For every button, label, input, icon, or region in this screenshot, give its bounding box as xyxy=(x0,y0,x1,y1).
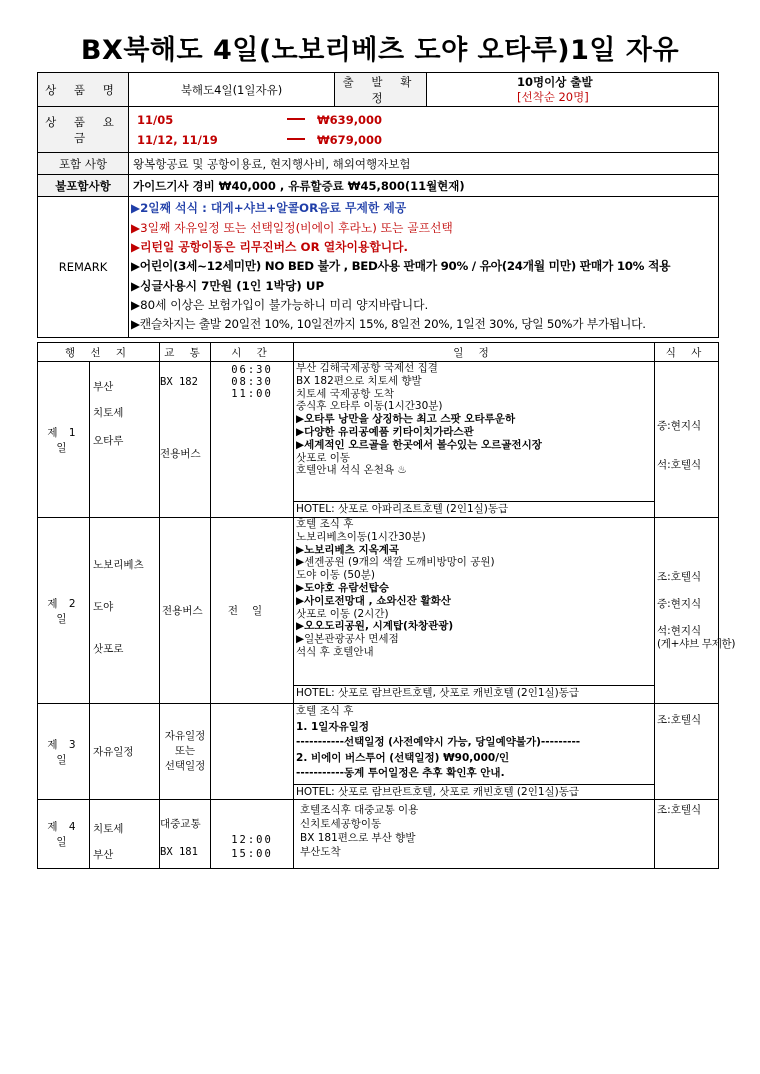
transport: BX 181 xyxy=(160,846,198,858)
itinerary-line: 호텔조식후 대중교통 이용 xyxy=(300,804,419,816)
itinerary-line: ▶도야호 유람선탑승 xyxy=(296,581,389,594)
day-times xyxy=(211,800,294,869)
itinerary-line: 중식후 오타루 이동(1시간30분) xyxy=(296,400,443,413)
included-label: 포함 사항 xyxy=(38,153,129,175)
remark-item: ▶3일째 자유일정 또는 선택일정(비에이 후라노) 또는 골프선택 xyxy=(131,220,453,235)
remark-item: ▶2일째 석식 : 대게+샤브+알콜OR음료 무제한 제공 xyxy=(131,201,407,216)
day-transport xyxy=(160,362,211,518)
itinerary-line: 삿포로 이동 (2시간) xyxy=(296,607,389,620)
product-name-label: 상 품 명 xyxy=(38,73,129,107)
itinerary-line: ▶오오도리공원, 시계탑(차창관광) xyxy=(296,620,454,633)
schedule-day-1 xyxy=(38,362,719,518)
departure-label: 출 발 확 정 xyxy=(335,73,427,107)
day-times xyxy=(211,704,294,800)
itinerary-line: 부산 김해국제공항 국제선 집결 xyxy=(296,362,438,374)
day-places xyxy=(90,518,160,704)
itinerary-line: BX 181편으로 부산 향발 xyxy=(300,832,416,844)
place: 자유일정 xyxy=(93,745,134,758)
day-itinerary xyxy=(294,362,655,518)
itinerary-line: 석식 후 호텔안내 xyxy=(296,645,374,658)
itinerary-line: 삿포로 이동 xyxy=(296,451,351,464)
departure-cell xyxy=(427,73,719,107)
product-name: 북해도4일(1일자유) xyxy=(129,73,335,107)
day-meals xyxy=(655,704,719,800)
itinerary-line: ▶일본관광공사 면세점 xyxy=(296,633,399,646)
transport: 대중교통 xyxy=(160,818,201,830)
day-itinerary xyxy=(294,518,655,704)
meal: 중:현지식 xyxy=(657,598,702,610)
departure-text: 10명이상 출발 xyxy=(517,74,593,89)
itinerary-line: 1. 1일자유일정 xyxy=(296,720,369,733)
day-label: 제 3 일 xyxy=(38,704,90,800)
meal: (게+샤브 무제한) xyxy=(657,638,736,650)
place: 노보리베츠 xyxy=(93,559,144,571)
place: 도야 xyxy=(93,601,114,613)
place: 치토세 xyxy=(93,823,124,835)
meal: 중:현지식 xyxy=(657,420,702,432)
itinerary-line: ▶노보리베츠 지옥계곡 xyxy=(296,543,400,556)
remark-item: ▶리턴일 공항이동은 리무진버스 OR 열차이용합니다. xyxy=(131,240,409,255)
transport: 또는 xyxy=(174,745,196,757)
place: 부산 xyxy=(93,849,114,861)
itinerary-line: BX 182편으로 치토세 향발 xyxy=(296,374,422,387)
remark-label: REMARK xyxy=(38,197,129,338)
price-row: 11/12, 11/19 ₩679,000 xyxy=(137,132,383,147)
remark-item: ▶싱글사용시 7만원 (1인 1박당) UP xyxy=(131,278,325,293)
product-info-table xyxy=(37,72,719,338)
header-time: 시 간 xyxy=(211,343,294,362)
itinerary-line: ▶다양한 유리공예품 키타이치가라스관 xyxy=(296,425,474,438)
itinerary-line: ▶센겐공원 (9개의 색깔 도깨비방망이 공원) xyxy=(296,556,495,569)
itinerary-line: 호텔 조식 후 xyxy=(296,518,354,530)
day-meals xyxy=(655,800,719,869)
schedule-day-2 xyxy=(38,518,719,704)
departure-note: [선착순 20명] xyxy=(517,89,589,104)
meal: 조:호텔식 xyxy=(657,804,702,816)
day-places xyxy=(90,704,160,800)
itinerary-line: ▶사이로전망대 , 쇼와신잔 활화산 xyxy=(296,594,451,607)
price-label: 상 품 요 금 xyxy=(38,107,129,153)
itinerary-line: 호텔 조식 후 xyxy=(296,705,354,717)
meal: 석:현지식 xyxy=(657,625,702,637)
day-times: 전일 xyxy=(211,518,294,704)
place: 치토세 xyxy=(93,407,124,419)
schedule-table xyxy=(37,342,736,869)
time: 15:00 xyxy=(231,848,273,860)
header-meal: 식 사 xyxy=(655,343,719,362)
time: 11:00 xyxy=(231,388,273,400)
itinerary-line: 노보리베츠이동(1시간30분) xyxy=(296,530,426,543)
day-times xyxy=(211,362,294,518)
day-label: 제 1 일 xyxy=(38,362,90,518)
place: 삿포로 xyxy=(93,643,124,655)
price-row: 11/05 ₩639,000 xyxy=(137,112,383,127)
day-transport xyxy=(160,800,211,869)
remark-item: ▶캔슬차지는 출발 20일전 10%, 10일전까지 15%, 8일전 20%, 1일전 30%, 당일 50%가 부가됩니다. xyxy=(131,317,646,332)
day-itinerary xyxy=(294,704,655,800)
time: 06:30 xyxy=(231,364,273,376)
schedule-day-3 xyxy=(38,704,719,800)
place: 오타루 xyxy=(93,435,124,447)
transport: 자유일정 xyxy=(164,730,206,742)
itinerary-line: -----------선택일정 (사전예약시 가능, 당일예약불가)--------- xyxy=(296,736,581,748)
itinerary-line: 신치토세공항이동 xyxy=(300,818,382,830)
itinerary-line: -----------동계 투어일정은 추후 확인후 안내. xyxy=(296,767,505,779)
header-destination: 행 선 지 xyxy=(38,343,160,362)
day-meals xyxy=(655,362,719,518)
itinerary-line: 도야 이동 (50분) xyxy=(296,569,375,582)
meal: 석:호텔식 xyxy=(657,459,702,471)
remark-item: ▶80세 이상은 보험가입이 불가능하니 미리 양지바랍니다. xyxy=(131,297,429,312)
day-meals xyxy=(655,518,736,704)
itinerary-line: 2. 비에이 버스투어 (선택일정) ₩90,000/인 xyxy=(296,751,510,764)
time: 08:30 xyxy=(231,376,273,388)
remark-list xyxy=(129,197,719,338)
day-places xyxy=(90,362,160,518)
transport: BX 182 xyxy=(160,376,198,388)
hotel-info: HOTEL: 삿포로 람브란트호텔, 삿포로 캐빈호텔 (2인1실)동급 xyxy=(294,685,654,700)
itinerary-line: 호텔안내 석식 온천욕 ♨ xyxy=(296,464,407,477)
included-text: 왕복항공료 및 공항이용료, 현지행사비, 해외여행자보험 xyxy=(129,153,719,175)
excluded-label: 불포함사항 xyxy=(38,175,129,197)
day-transport: 전용버스 xyxy=(160,518,211,704)
day-transport xyxy=(160,704,211,800)
price-cell xyxy=(129,107,719,153)
transport: 전용버스 xyxy=(160,448,201,460)
remark-item: ▶어린이(3세~12세미만) NO BED 불가 , BED사용 판매가 90% / 유아(24개월 미만) 판매가 10% 적용 xyxy=(131,259,671,274)
schedule-day-4 xyxy=(38,800,719,869)
header-itinerary: 일 정 xyxy=(294,343,655,362)
page-title: BX북해도 4일(노보리베츠 도야 오타루)1일 자유 xyxy=(80,35,680,66)
hotel-info: HOTEL: 삿포로 람브란트호텔, 삿포로 캐빈호텔 (2인1실)동급 xyxy=(294,784,654,799)
day-label: 제 2 일 xyxy=(38,518,90,704)
itinerary-line: ▶세계적인 오르골을 한곳에서 볼수있는 오르골전시장 xyxy=(296,438,542,451)
place: 부산 xyxy=(93,381,114,393)
hotel-info: HOTEL: 삿포로 아파리조트호텔 (2인1실)동급 xyxy=(294,501,654,516)
excluded-text: 가이드기사 경비 ₩40,000 , 유류할증료 ₩45,800(11월현재) xyxy=(129,175,719,197)
meal: 조:호텔식 xyxy=(657,714,702,726)
day-label: 제 4 일 xyxy=(38,800,90,869)
itinerary-line: 부산도착 xyxy=(300,846,341,858)
itinerary-line: ▶오타루 낭만을 상징하는 최고 스팟 오타루운하 xyxy=(296,413,516,426)
time: 12:00 xyxy=(231,834,273,846)
transport: 선택일정 xyxy=(164,760,206,772)
itinerary-line: 치토세 국제공항 도착 xyxy=(296,387,394,400)
day-itinerary xyxy=(294,800,655,869)
day-places xyxy=(90,800,160,869)
meal: 조:호텔식 xyxy=(657,571,702,583)
header-transport: 교 통 xyxy=(160,343,211,362)
